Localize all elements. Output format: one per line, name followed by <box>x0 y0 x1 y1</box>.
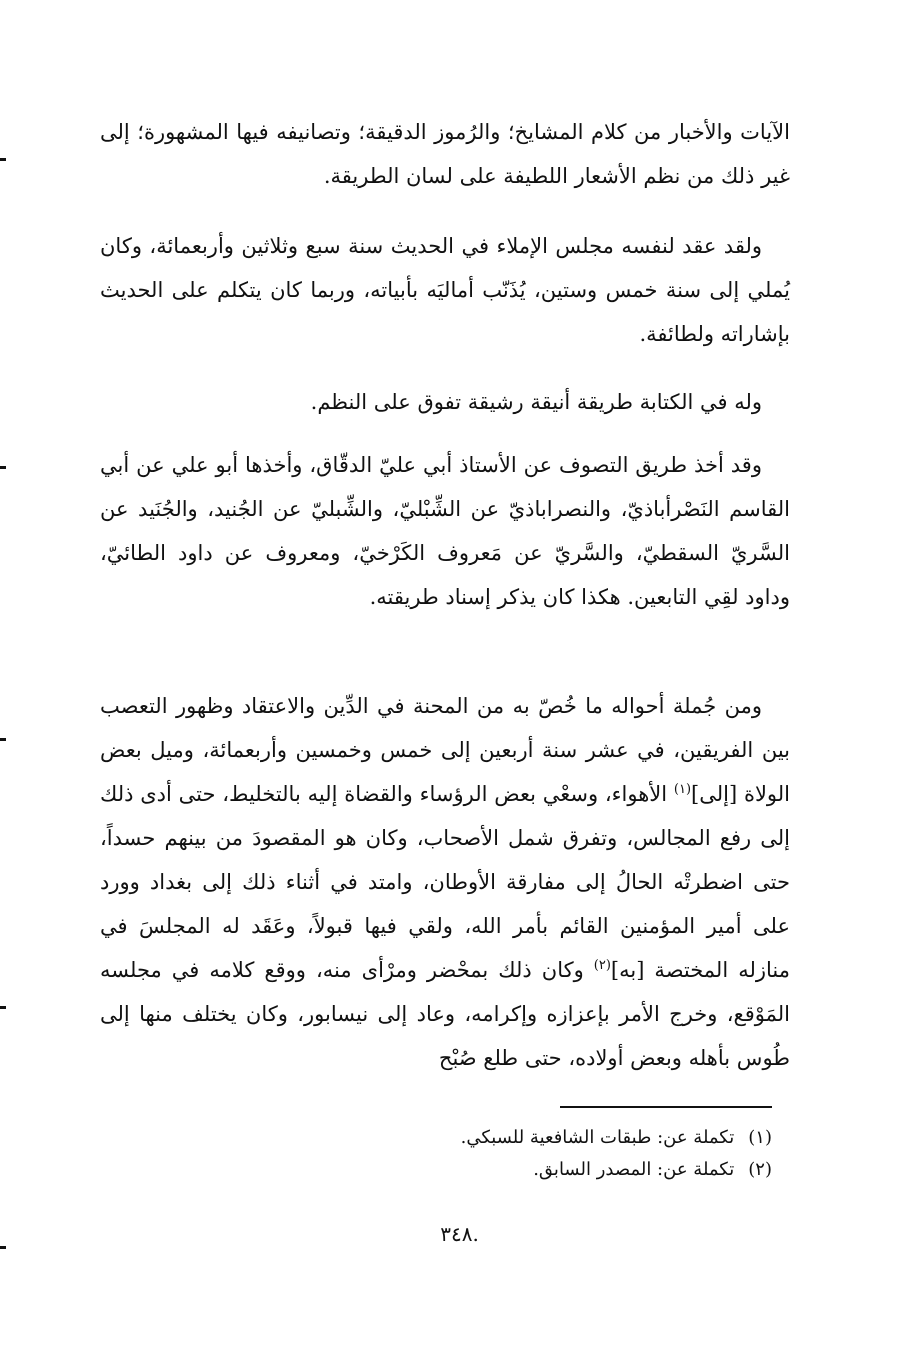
paragraph-text: وقد أخذ طريق التصوف عن الأستاذ أبي عليّ الدقّاق، وأخذها أبو علي عن أبي القاسم النَصْرأباذيّ، والنصراباذيّ عن الشِّبْليّ، والشِّبليّ عن الجُنيد، والجُنَيد عن السَّريّ السقطيّ، والسَّريّ عن مَعروف الكَرْخيّ، ومعروف عن داود الطائيّ، وداود لقِي التابعين. هكذا كان يذكر إسناد طريقته. <box>100 453 790 609</box>
paragraph-text: ومن جُملة أحواله ما خُصّ به من المحنة في الدِّين والاعتقاد وظهور التعصب بين الفريقين، في عشر سنة أربعين إلى خمس وخمسين وأربعمائة، وميل بعض الولاة [إلى] <box>100 694 791 806</box>
scan-margin-mark <box>0 158 6 161</box>
footnote-number: (١) <box>748 1127 772 1148</box>
footnote-text: تكملة عن: طبقات الشافعية للسبكي. <box>460 1127 735 1148</box>
paragraph-text: ولقد عقد لنفسه مجلس الإملاء في الحديث سنة سبع وثلاثين وأربعمائة، وكان يُملي إلى سنة خمس وستين، يُذَنّب أماليَه بأبياته، وربما كان يتكلم على الحديث بإشاراته ولطائفة. <box>100 234 790 346</box>
footnote-1 <box>300 1122 772 1154</box>
paragraph-text: الآيات والأخبار من كلام المشايخ؛ والرُموز الدقيقة؛ وتصانيفه فيها المشهورة؛ إلى غير ذلك من نظم الأشعار اللطيفة على لسان الطريقة. <box>100 120 790 188</box>
scan-margin-mark <box>0 466 6 469</box>
footnote-text: تكملة عن: المصدر السابق. <box>533 1159 735 1180</box>
paragraph-2 <box>100 224 790 356</box>
footnote-number: (٢) <box>748 1159 772 1180</box>
paragraph-5 <box>100 684 790 1080</box>
paragraph-4 <box>100 443 790 619</box>
footnote-ref-1[interactable]: (١) <box>673 782 692 797</box>
page-number: ٣٤٨. <box>440 1222 479 1246</box>
scan-margin-mark <box>0 1246 6 1249</box>
footnote-divider <box>560 1106 772 1108</box>
paragraph-text: وكان ذلك بمحْضر ومرْأى منه، ووقع كلامه في مجلسه المَوْقع، وخرج الأمر بإعزازه وإكرامه، وعاد إلى نيسابور، وكان يختلف منها إلى طُوس بأهله وبعض أولاده، حتى طلع صُبْح <box>100 958 790 1070</box>
scan-margin-mark <box>0 738 6 741</box>
footnote-ref-2[interactable]: (٢) <box>593 958 611 973</box>
paragraph-1 <box>100 110 790 198</box>
footnotes <box>300 1122 772 1186</box>
scan-margin-mark <box>0 1006 6 1009</box>
footnote-2 <box>300 1154 772 1186</box>
paragraph-text: وله في الكتابة طريقة أنيقة رشيقة تفوق على النظم. <box>310 390 762 414</box>
paragraph-3 <box>100 380 790 424</box>
paragraph-text: الأهواء، وسعْي بعض الرؤساء والقضاة إليه بالتخليط، حتى أدى ذلك إلى رفع المجالس، وتفرق شمل الأصحاب، وكان هو المقصودَ من بينهم حسداً، حتى اضطرتْه الحالُ إلى مفارقة الأوطان، وامتد في أثناء ذلك إلى بغداد وورد على أمير المؤمنين القائم بأمر الله، ولقي فيها قبولاً، وعَقَد له المجلسَ في منازله المختصة [به] <box>100 782 790 982</box>
